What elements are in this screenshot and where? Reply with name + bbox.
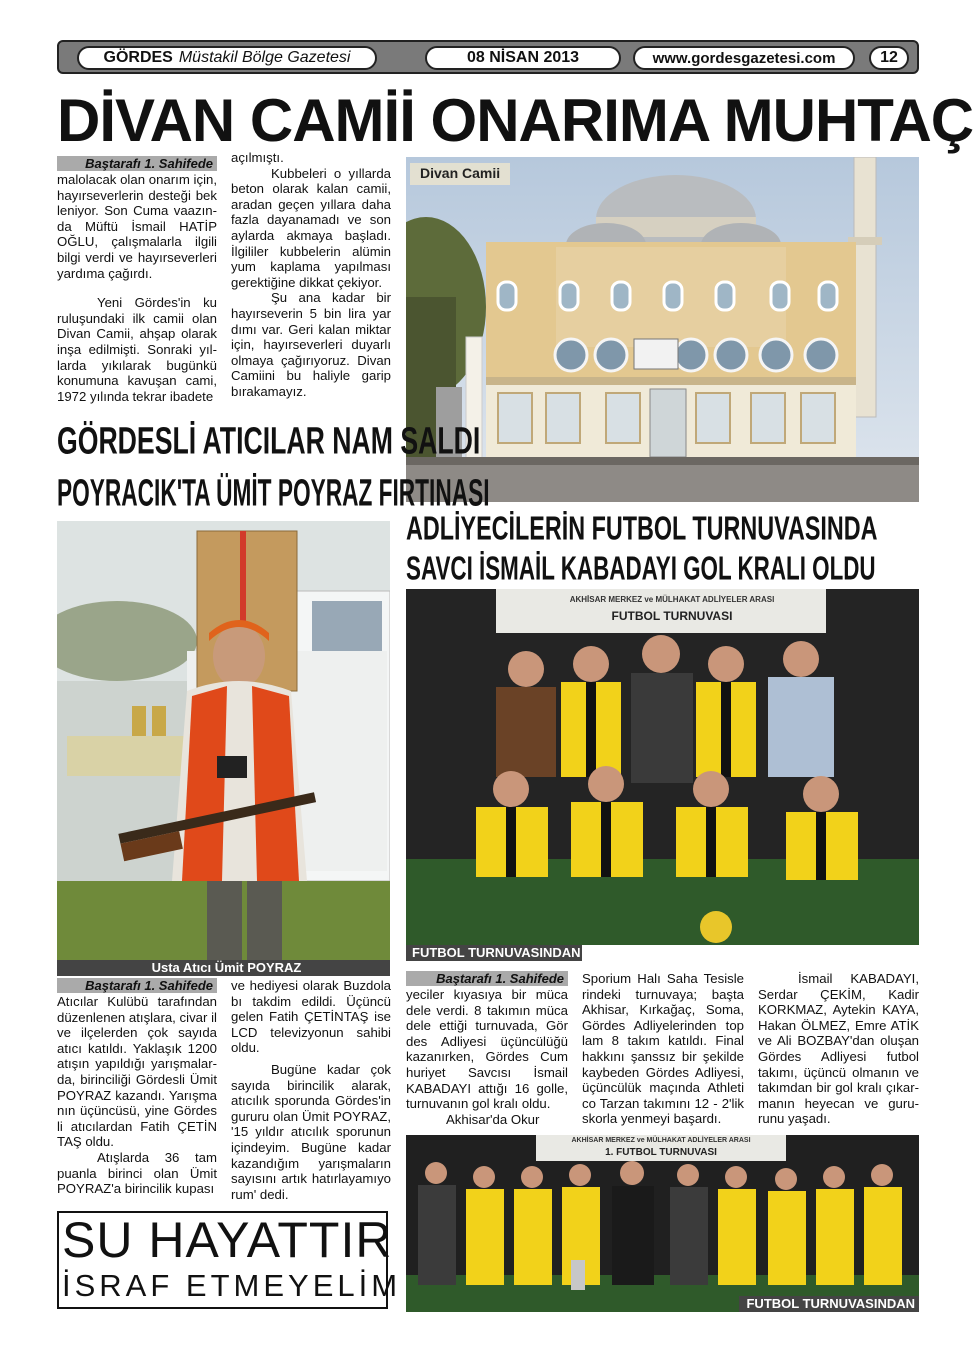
article2-column2 [231, 978, 391, 1202]
article2-column1 [57, 978, 217, 1197]
article2-headline: GÖRDESLİ ATICILAR NAM SALDI [57, 419, 481, 463]
shooter-photo [57, 521, 390, 976]
paragraph: Yeni Gördes'in ku ruluşundaki ilk camii olan Divan Camii, ahşap olarak inşa edilmişti. Sonraki yıl- larda yıkılarak bugünkü konumuna kavuşan cami, 1972 yılında tekrar ibadete [57, 295, 217, 404]
shooter-photo-caption: Usta Atıcı Ümit POYRAZ [57, 960, 390, 976]
website-link[interactable]: www.gordesgazetesi.com [633, 46, 855, 70]
article3-subheadline: SAVCI İSMAİL KABADAYI GOL KRALI OLDU [406, 549, 876, 587]
paragraph: yeciler kıyasıya bir müca dele verdi. 8 takımın müca dele ettiği turnuvada, Gör des Adliyesi üçüncülüğü kazanırken, Gördes Cum huriyet Savcısı İsmail KABADAYI attığı 16 golle, turnuvanın gol kralı oldu. [406, 987, 568, 1112]
award-photo-banner-line1: AKHİSAR MERKEZ ve MÜLHAKAT ADLİYELER ARASI [571, 1137, 751, 1144]
article3-column2 [582, 971, 744, 1127]
paragraph: Şu ana kadar bir hayırseverin 5 bin lira yar dımı var. Geri kalan miktar için, hayırseverleri duyarlı olmaya çağırıyoruz. Divan Camiini bu haliyle garip bırakamayız. [231, 290, 391, 399]
article1-column1 [57, 156, 217, 404]
page-number: 12 [869, 46, 909, 70]
paragraph: İsmail KABADAYI, Serdar ÇEKİM, Kadir KORKMAZ, Aytekin KAYA, Hakan ÖLMEZ, Emre ATİK ve Ali BOZBAY'dan oluşan Gördes Adliyesi futbol takımı, üçüncü olmanın ve takımdan bir gol kralı çıkar- manın heyecan ve guru- runu yaşadı. [758, 971, 919, 1127]
paragraph: Kubbeleri o yıllarda beton olarak kalan camii, aradan geçen yıllara daha fazla dayanamadı ve son aylarda akmaya başladı. İlgililer kubbelerin alümin yum kaplama yapılması gerektiğine dikkat çekiyor. [231, 165, 391, 290]
award-photo [406, 1135, 919, 1312]
article3-kicker: Baştarafı 1. Sahifede [406, 971, 568, 986]
team-photo [406, 589, 919, 961]
team-photo-banner-line1: AKHİSAR MERKEZ ve MÜLHAKAT ADLİYELER ARASI [569, 595, 775, 604]
paragraph: malolacak olan onarım için, hayırseverlerin desteği bek leniyor. Son Cuma vaazın- da Müftü İsmail HATİP OĞLU, çalışmalarla ilgili bilgi verdi ve hayırseverleri yardıma çağırdı. [57, 172, 217, 281]
article3-column3 [758, 971, 919, 1127]
mosque-photo-caption: Divan Camii [420, 165, 501, 181]
team-photo-caption: FUTBOL TURNUVASINDAN [406, 945, 582, 961]
masthead-bar [57, 40, 919, 74]
article1-column2 [231, 150, 391, 400]
public-notice-line1: SU HAYATTIR [62, 1212, 393, 1268]
paragraph: Atıcılar Kulübü tarafından düzenlenen atışlara, civar il ve ilçelerden çok sayıda atıcı katıldı. Yaklaşık 1200 atışın yapıldığı yarışmalar- da, birinciliği Gördesli Ümit POYRAZ kazandı. Yarışma nın üçüncüsü, yine Gördes li atıcılardan Fatih ÇETİN TAŞ oldu. [57, 994, 217, 1150]
paragraph: Sporium Halı Saha Tesisle rindeki turnuvaya; başta Akhisar, Kırkağaç, Soma, Gördes Adliyelerinden top lam 8 takım katıldı. Final hakkını şanssız bir şekilde kaybeden Gördes Adliyesi, üçüncülük maçında Athleti co Tarzan takımını 12 - 2'lik skorla yenmeyi başardı. [582, 971, 744, 1127]
article3-headline: ADLİYECİLERİN FUTBOL TURNUVASINDA [406, 509, 878, 547]
award-photo-banner-line2: 1. FUTBOL TURNUVASI [605, 1147, 717, 1158]
issue-date: 08 NİSAN 2013 [425, 46, 621, 70]
paragraph: ve hediyesi olarak Buzdola bı takdim edildi. Üçüncü gelen Fatih ÇETİNTAŞ ise LCD televizyonun sahibi oldu. [231, 978, 391, 1056]
award-photo-caption: FUTBOL TURNUVASINDAN [739, 1296, 919, 1312]
public-notice-line2: İSRAF ETMEYELİM [62, 1268, 402, 1303]
article2-kicker: Baştarafı 1. Sahifede [57, 978, 217, 993]
article1-kicker: Baştarafı 1. Sahifede [57, 156, 217, 171]
team-photo-banner-line2: FUTBOL TURNUVASI [611, 609, 733, 623]
paper-name: GÖRDES [103, 49, 173, 66]
mosque-photo [406, 157, 919, 502]
paragraph: Atışlarda 36 tam puanla birinci olan Ümit POYRAZ'a birincilik kupası [57, 1149, 217, 1197]
paragraph: Akhisar'da Okur [446, 1111, 540, 1127]
paper-name-pill [77, 46, 377, 70]
paragraph: açılmıştı. [231, 150, 284, 165]
article3-column1 [406, 971, 568, 1127]
paper-subtitle: Müstakil Bölge Gazetesi [178, 49, 351, 66]
paragraph: Bugüne kadar çok sayıda birincilik alarak, atıcılık sporunda Gördes'in gururu olan Ümit POYRAZ, '15 yıldır atıcılık sporunun içindeyim. Bugüne kadar kazandığım yarışmaların sayısını artık hatırlayamıyo rum' dedi. [231, 1061, 391, 1202]
article2-subheadline: POYRACIK'TA ÜMİT POYRAZ FIRTINASI [57, 471, 490, 515]
article1-headline: DİVAN CAMİİ ONARIMA MUHTAÇ [57, 87, 974, 154]
